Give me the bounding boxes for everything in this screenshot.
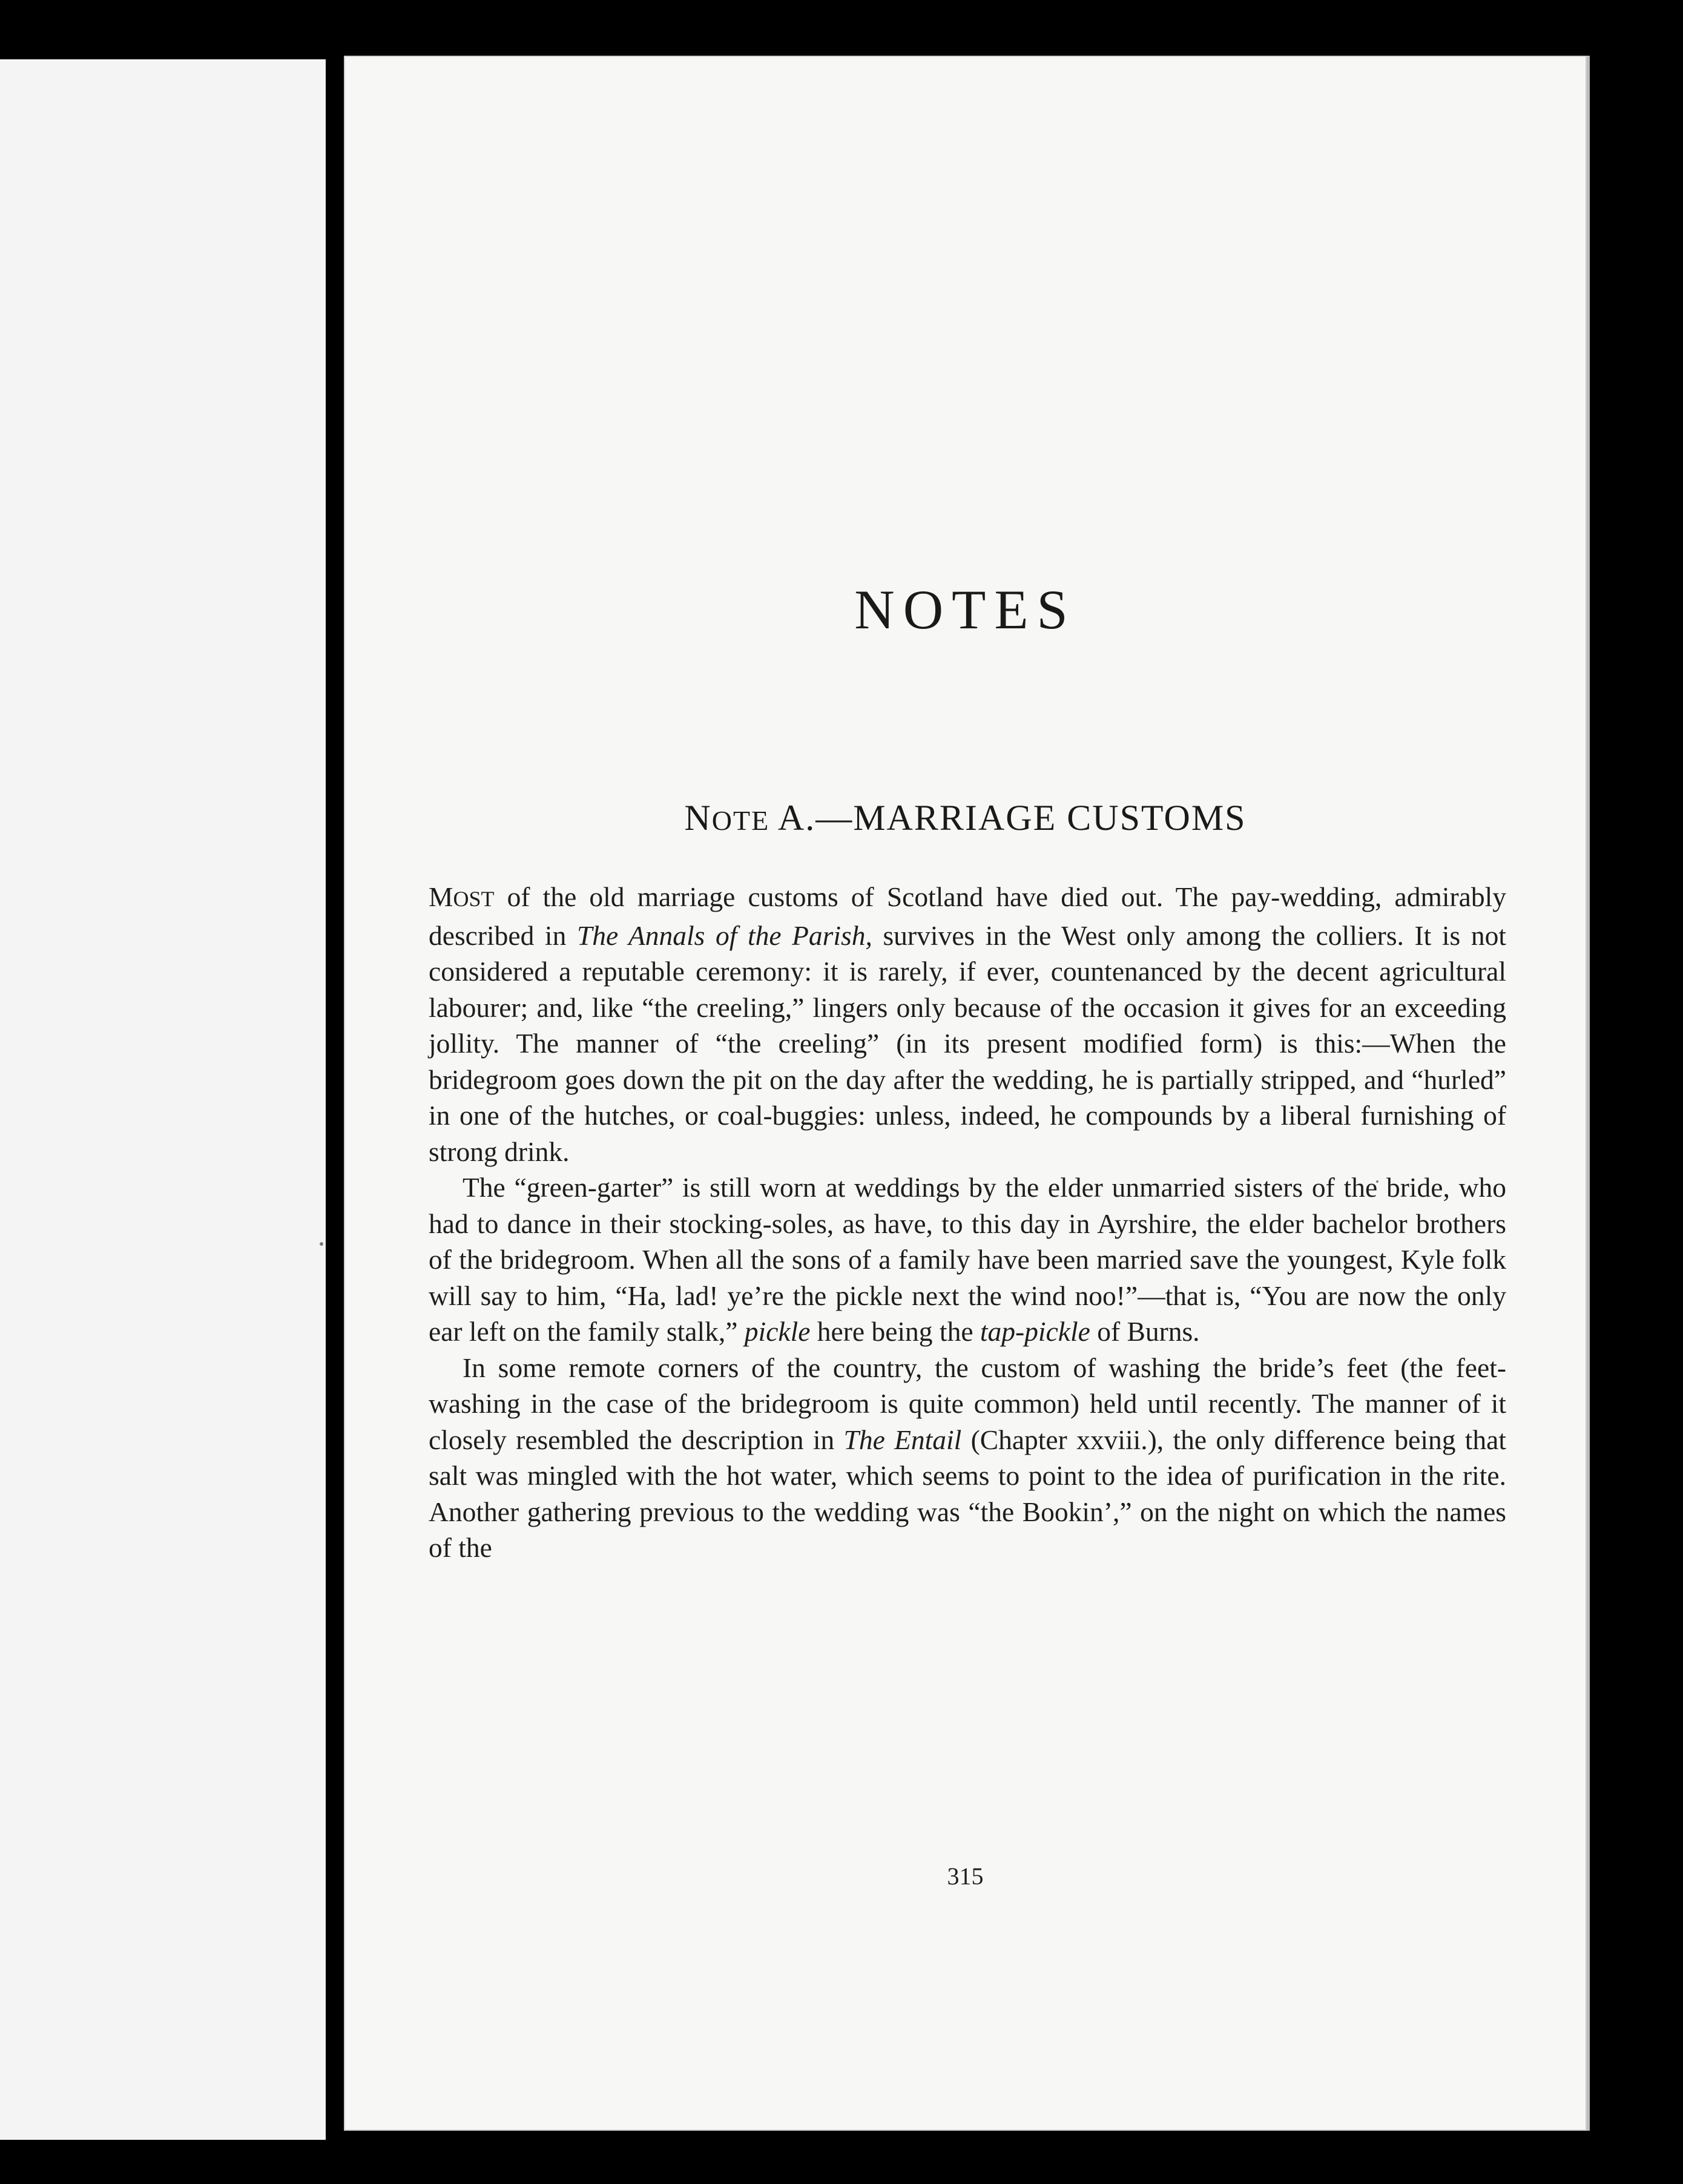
note-heading-small: OTE <box>711 805 770 836</box>
paragraph-text: The “green-garter” is still worn at weddings by the elder unmarried sisters of the bride, who had to dance in their stocking-soles, as have, to this day in Ayrshire, the elder bachelor brothers of the bridegroom. When all the sons of a family have been married save the youngest, Kyle folk will say to him, “Ha, lad! ye’re the pickle next the wind noo!”—that is, “You are now the only ear left on the family stalk,” <box>429 1172 1506 1347</box>
note-heading <box>344 797 1587 839</box>
page-title: NOTES <box>854 579 1076 640</box>
paragraph-1 <box>429 879 1506 1169</box>
italic-title-text: pickle <box>744 1316 811 1347</box>
italic-title-text: tap-pickle <box>980 1316 1090 1347</box>
paragraph-lead-cap: M <box>429 881 453 912</box>
paragraph-text: survives in the West only among the colliers. It is not considered a reputable ceremony: it is rarely, if ever, countenanced by the decent agricultural labourer; and, like “the creeling,” lingers only because of the occasion it gives for an exceeding jollity. The manner of “the creeling” (in its present modified form) is this:—When the bridegroom goes down the pit on the day after the wedding, he is partially stripped, and “hurled” in one of the hutches, or coal-buggies: unless, indeed, he compounds by a liberal furnishing of strong drink. <box>429 919 1506 1167</box>
paragraph-3 <box>429 1350 1506 1566</box>
left-facing-page <box>0 59 326 2140</box>
italic-title-text: The Entail <box>843 1424 962 1455</box>
right-page <box>344 56 1587 2131</box>
paragraph-2 <box>429 1169 1506 1350</box>
page-number: 315 <box>947 1863 984 1890</box>
ink-speck <box>320 1242 323 1246</box>
note-heading-cap: N <box>684 798 712 838</box>
paragraph-text: (Chapter xxviii.), the only difference being that salt was mingled with the hot water, which seems to point to the idea of purification in the rite. Another gathering previous to the wedding was “the Bookin’,” on the night on which the names of the <box>429 1424 1507 1563</box>
paragraph-text: here being the <box>810 1316 980 1347</box>
page-edge <box>1587 56 1590 2131</box>
paragraph-text: In some remote corners of the country, the custom of washing the bride’s feet (the feet-washing in the case of the bridegroom is quite common) held until recently. The manner of it closely resembled the description in <box>429 1352 1506 1455</box>
italic-title-text: The Annals of the Parish, <box>576 919 872 951</box>
paragraph-lead-small-caps: OST <box>453 887 495 911</box>
note-heading-rest: A.—MARRIAGE CUSTOMS <box>769 798 1247 838</box>
note-body <box>429 879 1506 1566</box>
paragraph-text: of the old marriage customs of Scotland have died out. The pay-wedding, admirably described in <box>429 881 1506 951</box>
paragraph-text: of Burns. <box>1090 1316 1200 1347</box>
book-gutter <box>326 36 344 2155</box>
